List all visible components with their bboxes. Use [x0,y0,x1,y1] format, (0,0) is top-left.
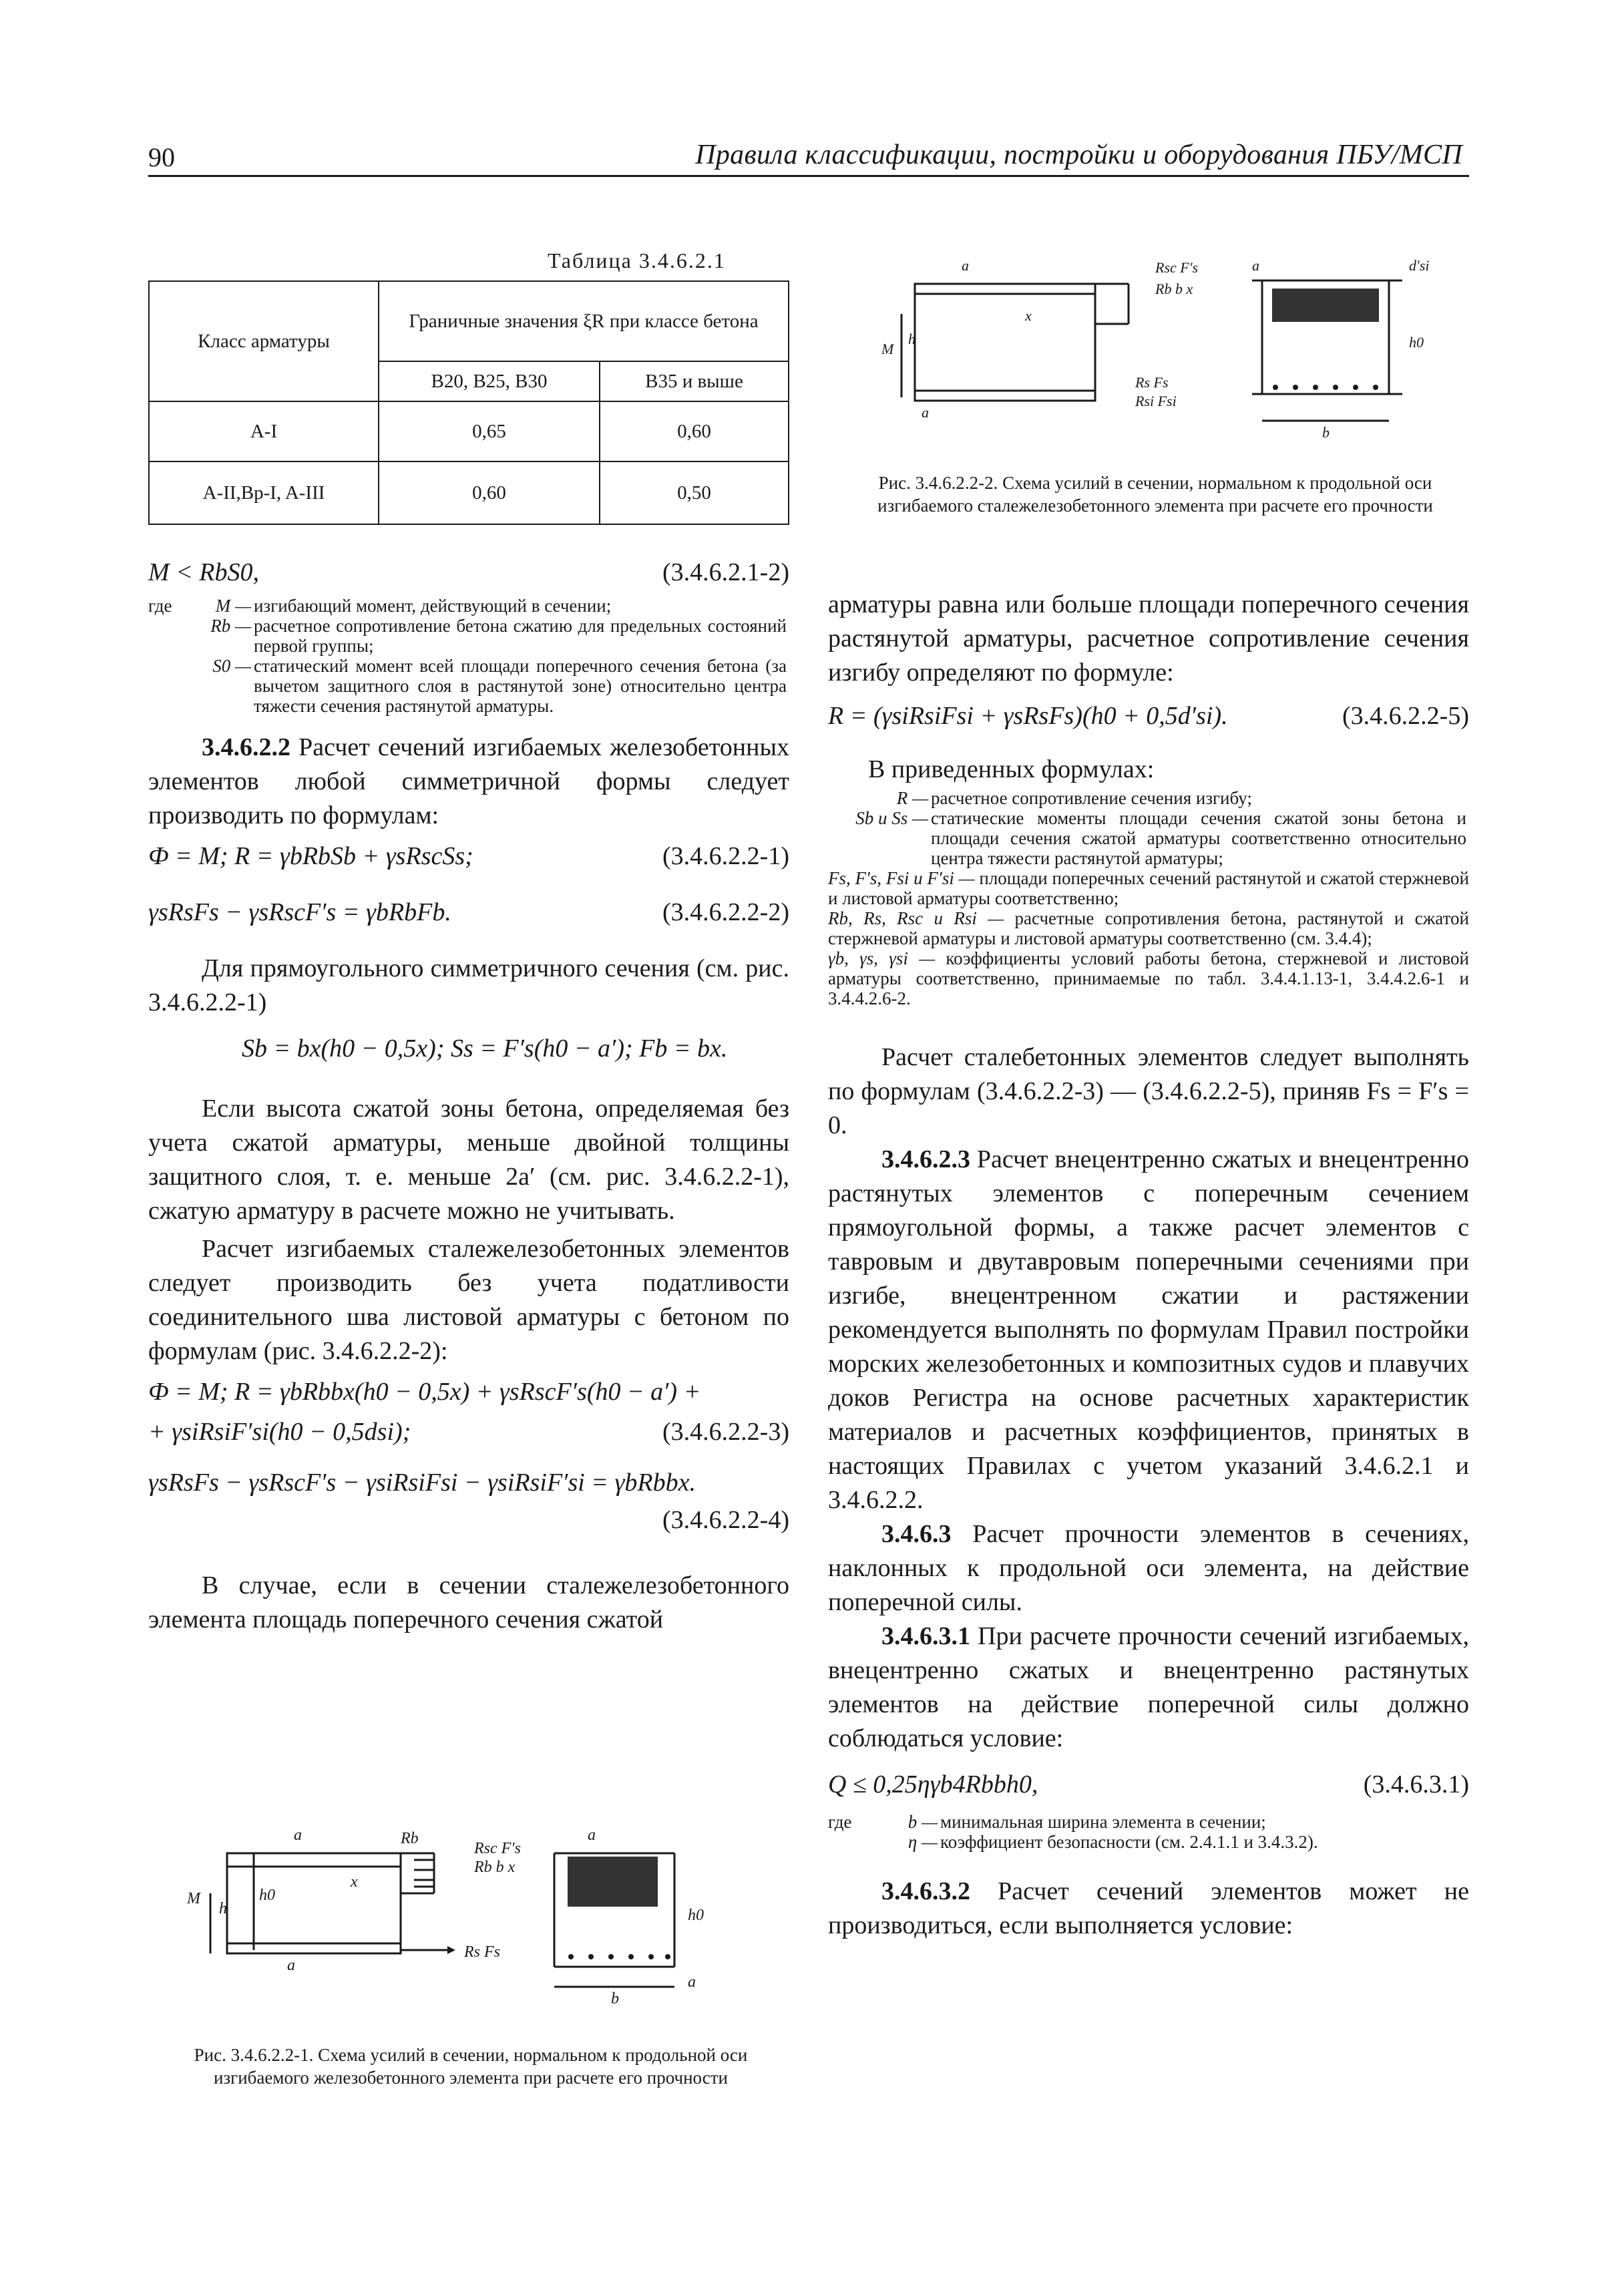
fig-label: M [881,341,894,357]
paragraph-text: При расчете прочности сечений изгибаемых, внецентренно сжатых и внецентренно растянутых элементов на действие поперечной силы должно соблюдаться условие: [828,1622,1469,1752]
fig-label: Rsc F′s [1155,259,1199,276]
paragraph [828,1875,1469,1943]
definitions-right-2 [828,1812,1469,1852]
paragraph [828,1619,1469,1756]
fig-label: Rsc F′s [474,1840,521,1857]
page-number: 90 [148,142,175,172]
def-symbol: Sb и Ss — [855,808,928,828]
formula-main: M < RbS0, [148,558,260,586]
table-row [149,401,789,461]
left-column [148,556,789,1637]
fig-label: d′si [1409,257,1430,274]
table-header-limits: Граничные значения ξR при классе бетона [379,281,789,361]
fig-label: a [287,1957,295,1974]
fig-label: h [908,331,916,347]
fig-label: Rb b x [1155,280,1193,297]
def-symbol: S0 — [212,656,251,676]
formula-number: (3.4.6.2.2-4) [662,1506,789,1534]
def-symbol: Rb, Rs, Rsc и Rsi — [828,908,1004,928]
fig-label: b [1322,424,1330,441]
def-symbol: Rb — [210,616,251,636]
formula: γsRsFs − γsRscF′s = γbRbFb. [148,898,451,926]
section-number: 3.4.6.3.1 [881,1622,970,1650]
def-text: статические моменты площади сечения сжатой зоны бетона и площади сечения сжатой арматуры соответственно относительно центра тяжести растянутой арматуры; [931,808,1466,868]
paragraph-text: Расчет прочности элементов в сечениях, наклонных к продольной оси элемента, на действие поперечной силы. [828,1520,1469,1616]
figure-1 [160,1820,761,2014]
figure-2 [861,254,1462,447]
formula: Q ≤ 0,25ηγb4Rbbh0, [828,1770,1038,1798]
def-text: расчетные сопротивления бетона, растянутой и сжатой стержневой арматуры и листовой арматуры соответственно (см. 3.4.4); [828,908,1469,948]
where-label: где [148,596,172,616]
limits-table [148,280,789,525]
header-rule [148,175,1469,177]
def-symbol: b — [907,1812,938,1832]
fig-label: Rsi Fsi [1135,393,1177,409]
formula-number: (3.4.6.3.1) [1363,1770,1469,1798]
fig-label: Rb [401,1830,419,1847]
formula: Sb = bx(h0 − 0,5x); Ss = F′s(h0 − a′); Fb = bx. [242,1034,728,1063]
paragraph: Расчет изгибаемых сталежелезобетонных элементов следует производить без учета податливости соединительного шва листовой арматуры с бетоном по формулам (рис. 3.4.6.2.2-2): [148,1235,789,1365]
fig-label: a [688,1973,696,1991]
table-wrapper [148,280,789,525]
section-number: 3.4.6.2.3 [881,1145,970,1173]
fig-label: a [1252,257,1259,274]
formula-number: (3.4.6.2.2-2) [662,898,789,926]
paragraph: Для прямоугольного симметричного сечения (см. рис. 3.4.6.2.2-1) [148,954,789,1016]
table-cell: 0,60 [379,461,600,524]
fig-label: a [588,1827,596,1844]
figure-2-caption: Рис. 3.4.6.2.2-2. Схема усилий в сечении, нормальном к продольной оси изгибаемого сталежелезобетонного элемента при расчете его прочности [877,473,1433,516]
def-symbol: Fs, F′s, Fsi и F′si — [828,868,975,888]
paragraph [148,731,789,833]
paragraph: арматуры равна или больше площади поперечного сечения растянутой арматуры, расчетное сопротивление сечения изгибу определяют по формуле: [828,590,1469,687]
section-number: 3.4.6.3 [881,1520,952,1548]
formula-number: (3.4.6.2.2-5) [1342,702,1469,730]
fig-label: Rs Fs [1135,374,1169,391]
table-cell: A-I [149,401,379,461]
paragraph-text: Расчет внецентренно сжатых и внецентренно растянутых элементов с поперечным сечением прямоугольной формы, а также расчет элементов с тавровым и двутавровым поперечными сечениями при изгибе, внецентренном сжатии и растяжении рекомендуется выполнять по формулам Правил постройки морских железобетонных и композитных судов и плавучих доков Регистра на основе расчетных характеристик материалов и расчетных коэффициентов, принятых в настоящих Правилах с учетом указаний 3.4.6.2.1 и 3.4.6.2.2. [828,1145,1469,1514]
figure-1-caption: Рис. 3.4.6.2.2-1. Схема усилий в сечении, нормальном к продольной оси изгибаемого железобетонного элемента при расчете его прочности [194,2045,748,2088]
compressed-zone-hatch [568,1857,658,1907]
formula: Ф = M; R = γbRbbx(h0 − 0,5x) + γsRscF′s(h0 − a′) + [148,1378,701,1406]
formula-number: (3.4.6.2.2-1) [662,842,789,870]
paragraph-text: Расчет сечений изгибаемых железобетонных элементов любой симметричной формы следует производить по формулам: [148,733,789,829]
table-subheader-1: B20, B25, B30 [379,361,600,401]
section-number: 3.4.6.3.2 [881,1877,970,1905]
fig-label: h0 [688,1907,704,1924]
def-text: коэффициент безопасности (см. 2.4.1.1 и 3.4.3.2). [940,1832,1318,1852]
fig-label: a [294,1827,302,1844]
compressed-zone-hatch [1272,289,1379,322]
fig-label: x [351,1873,358,1891]
formula: Ф = M; R = γbRbSb + γsRscSs; [148,842,473,870]
formula: R = (γsiRsiFsi + γsRsFs)(h0 + 0,5d′si). [828,702,1228,730]
def-text: расчетное сопротивление бетона сжатию для предельных состояний первой группы; [254,616,787,656]
fig-label: h0 [259,1887,275,1904]
fig-label: a [922,404,929,421]
formula: γsRsFs − γsRscF′s − γsiRsiFsi − γsiRsiF′si = γbRbbx. [148,1469,696,1497]
table-row [149,461,789,524]
paragraph: Если высота сжатой зоны бетона, определяемая без учета сжатой арматуры, меньше двойной толщины защитного слоя, т. е. меньше 2a′ (см. рис. 3.4.6.2.2-1), сжатую арматуру в расчете можно не учитывать. [148,1095,789,1225]
fig-label: x [1025,307,1032,324]
def-text: изгибающий момент, действующий в сечении; [254,596,612,616]
paragraph-text: Расчет сечений элементов может не производиться, если выполняется условие: [828,1877,1469,1939]
def-symbol: R — [896,788,928,808]
table-title: Таблица 3.4.6.2.1 [548,248,726,272]
fig-label: h [219,1900,227,1917]
figure-2-drawing [861,254,1462,447]
table-cell: 0,50 [600,461,789,524]
def-text: минимальная ширина элемента в сечении; [940,1812,1266,1832]
fig-label: Rb b x [474,1859,516,1876]
figure-1-drawing [160,1820,761,2014]
def-symbol: M — [215,596,251,616]
definitions-right [828,788,1469,1008]
table-header-class: Класс арматуры [149,281,379,401]
def-text: коэффициенты условий работы бетона, стержневой и листовой арматуры соответственно, принимаемые по табл. 3.4.4.1.13-1, 3.4.4.2.6-1 и 3.4.4.2.6-2. [828,948,1470,1008]
table-cell: 0,60 [600,401,789,461]
steel-concrete-section-outline [915,284,1095,401]
def-symbol: η — [907,1832,938,1852]
definitions-left [148,596,789,716]
def-text: расчетное сопротивление сечения изгибу; [931,788,1252,808]
fig-label: h0 [1409,334,1424,351]
formula-number: (3.4.6.2.2-3) [662,1418,789,1446]
def-text: площади поперечных сечений растянутой и сжатой стержневой и листовой арматуры соответственно; [828,868,1470,908]
section-number: 3.4.6.2.2 [202,733,290,761]
paragraph [828,1517,1469,1619]
running-title: Правила классификации, постройки и оборудования ПБУ/МСП [695,140,1462,170]
table-cell: 0,65 [379,401,600,461]
paragraph: В случае, если в сечении сталежелезобетонного элемента площадь поперечного сечения сжатой [148,1571,789,1634]
table-cell: A-II,Bp-I, A-III [149,461,379,524]
fig-label: M [187,1890,200,1907]
paragraph: Расчет сталебетонных элементов следует выполнять по формулам (3.4.6.2.2-3) — (3.4.6.2.2-5), приняв Fs = F′s = 0. [828,1043,1469,1139]
where-label: где [828,1812,852,1832]
formula-main-number: (3.4.6.2.1-2) [662,558,789,586]
fig-label: Rs Fs [464,1943,500,1961]
formulas-intro: В приведенных формулах: [868,755,1155,783]
def-text: статический момент всей площади поперечного сечения бетона (за вычетом защитного слоя в растянутой зоне) относительно центра тяжести сечения растянутой арматуры. [254,656,787,716]
paragraph [828,1143,1469,1517]
fig-label: b [611,1990,619,2007]
fig-label: a [962,257,969,274]
table-subheader-2: B35 и выше [600,361,789,401]
def-symbol: γb, γs, γsi — [828,948,936,968]
right-column [828,588,1469,1943]
formula: + γsiRsiF′si(h0 − 0,5dsi); [148,1418,411,1446]
